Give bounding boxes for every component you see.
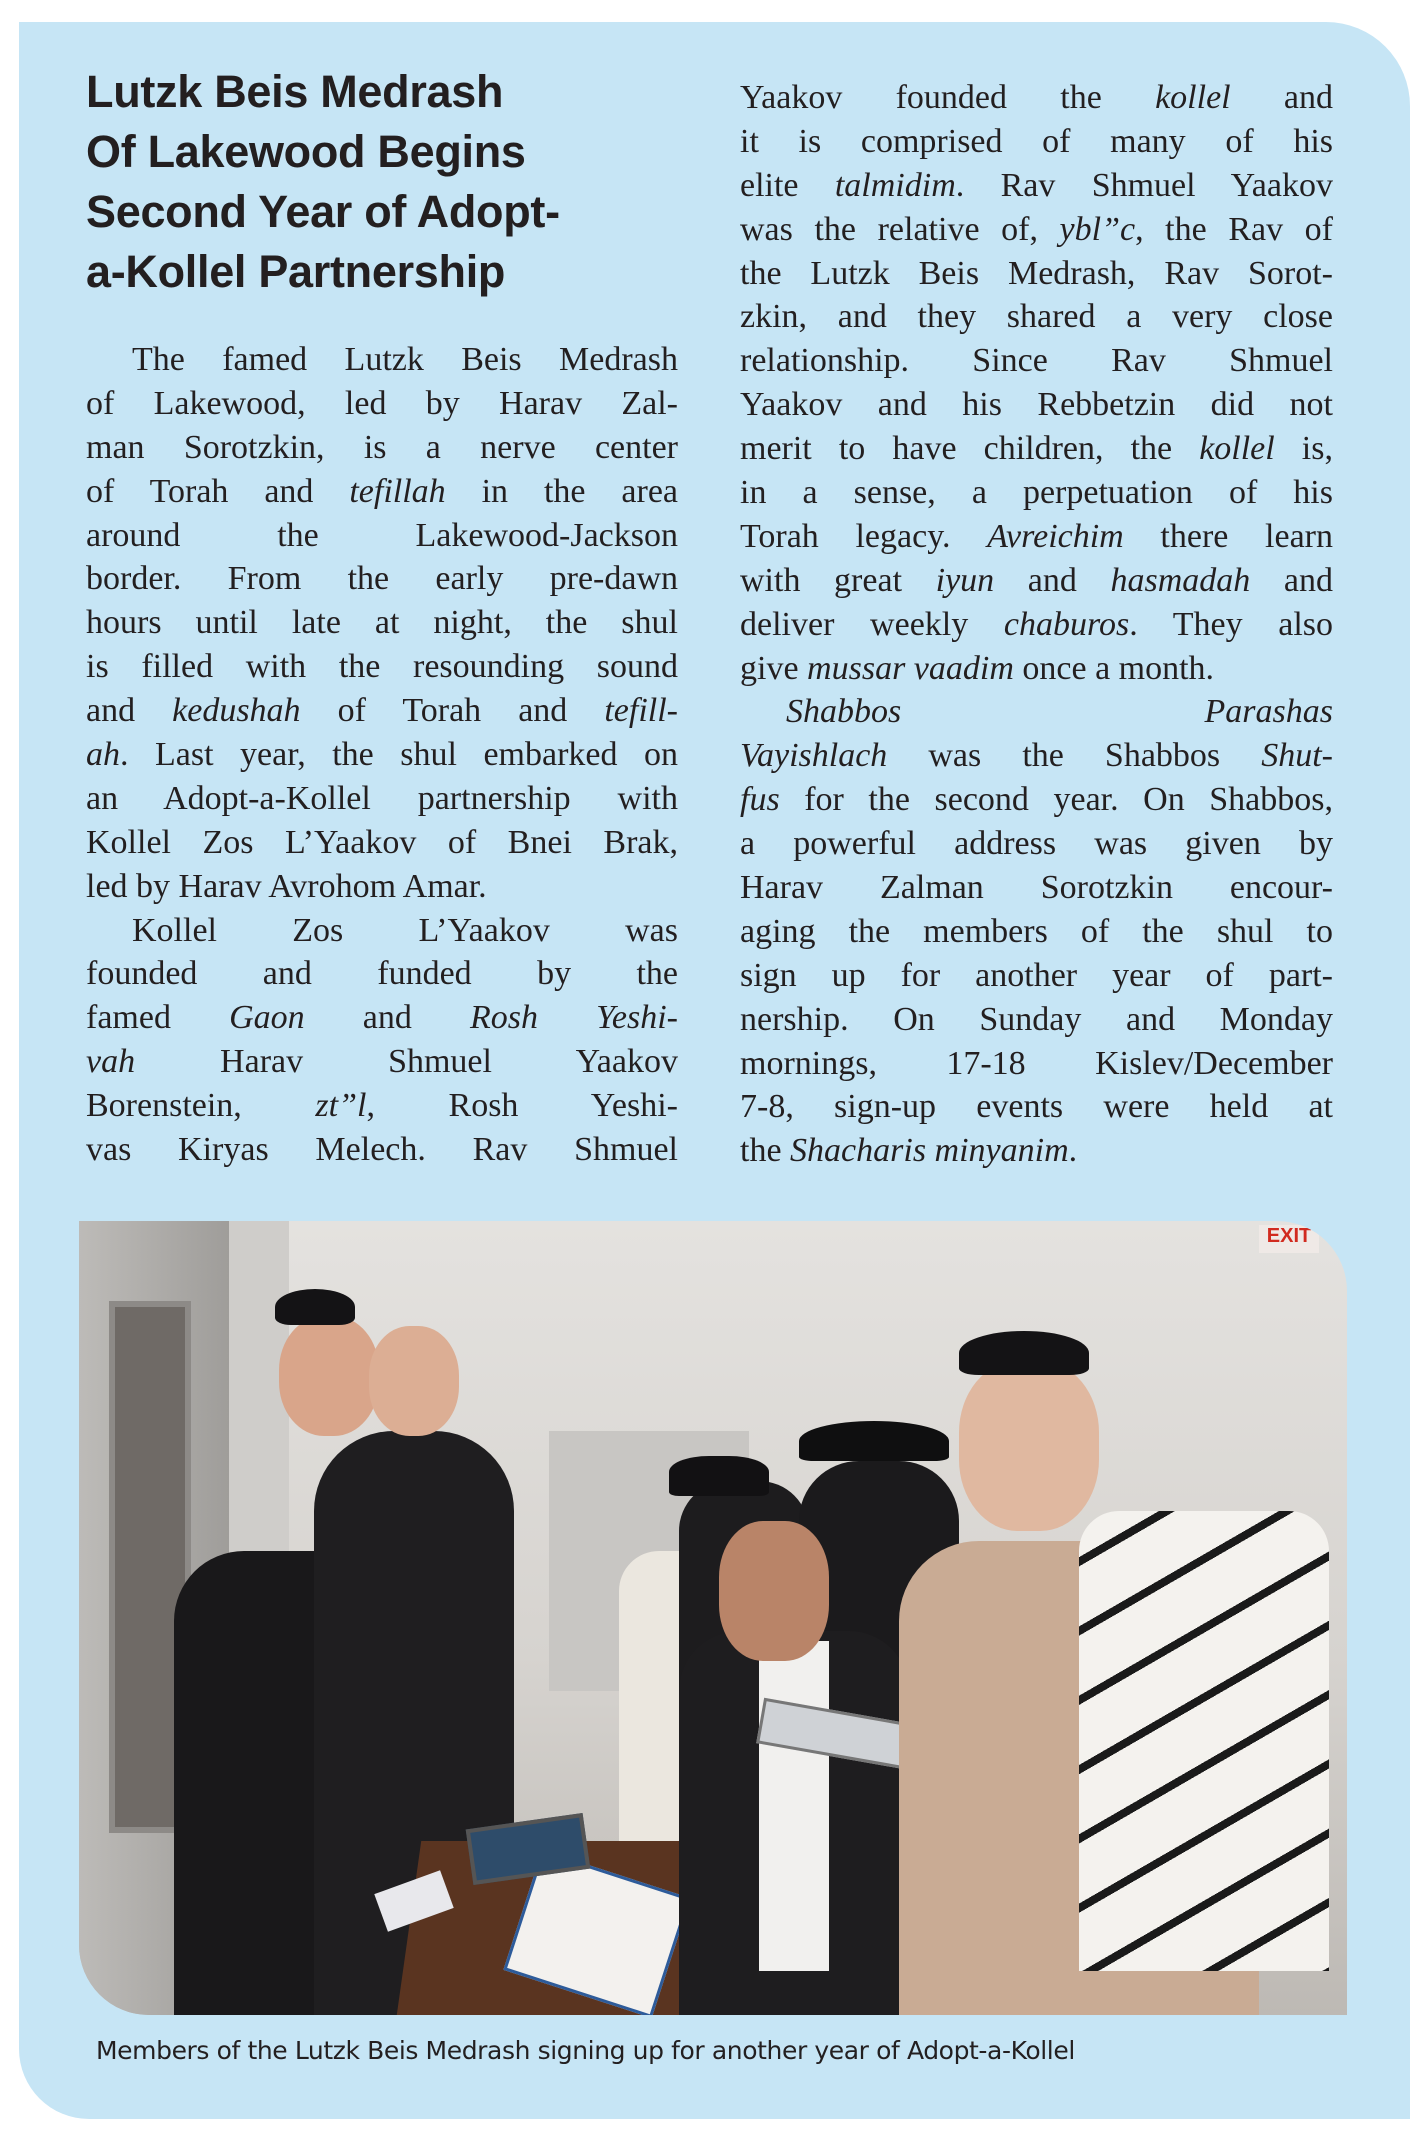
body-line: an Adopt-a-Kollel partnership with (86, 779, 678, 817)
headline-line: a-Kollel Partnership (86, 246, 506, 297)
italic-term: kollel (1155, 79, 1231, 116)
person-bearded-face (719, 1521, 829, 1661)
body-line: vah Harav Shmuel Yaakov (86, 1043, 678, 1081)
italic-term: mussar vaadim (807, 649, 1014, 687)
kippah (959, 1331, 1089, 1375)
body-line: led by Harav Avrohom Amar. (86, 867, 487, 905)
headline (86, 62, 686, 302)
body-column-right (740, 76, 1333, 1173)
italic-term: ybl”c (1059, 210, 1136, 248)
body-column-left (86, 338, 678, 1172)
italic-term: Shut- (1261, 737, 1333, 775)
hat (799, 1421, 949, 1461)
article-photo (79, 1221, 1347, 2015)
italic-term: ah (86, 736, 120, 774)
body-line: elite talmidim. Rav Shmuel Yaakov (740, 166, 1333, 204)
body-line: Harav Zalman Sorotzkin encour- (740, 869, 1333, 907)
italic-term: kollel (1199, 430, 1275, 468)
body-line: hours until late at night, the shul (86, 604, 678, 642)
body-line: sign up for another year of part- (740, 956, 1333, 994)
italic-term: chaburos (1003, 605, 1130, 643)
body-line: the Lutzk Beis Medrash, Rav Sorot- (740, 254, 1333, 292)
person-right-face (959, 1361, 1099, 1531)
kippah (275, 1289, 355, 1325)
tallis (1079, 1511, 1329, 1971)
italic-term: Avreichim (987, 517, 1124, 555)
body-line: famed Gaon and Rosh Yeshi- (86, 999, 678, 1037)
italic-term: Shabbos Parashas (786, 693, 1333, 731)
body-line: merit to have children, the kollel is, (740, 430, 1333, 468)
body-line: the Shacharis minyanim. (740, 1132, 1078, 1170)
body-line: Vayishlach was the Shabbos Shut- (740, 737, 1333, 775)
body-line: Kollel Zos L’Yaakov was (132, 911, 678, 949)
body-line: zkin, and they shared a very close (740, 298, 1333, 336)
body-line: a powerful address was given by (740, 825, 1333, 863)
body-line: nership. On Sunday and Monday (740, 1000, 1333, 1038)
body-line: Kollel Zos L’Yaakov of Bnei Brak, (86, 823, 678, 861)
body-line: relationship. Since Rav Shmuel (740, 342, 1333, 380)
body-line: fus for the second year. On Shabbos, (740, 781, 1333, 819)
person-middle-face (369, 1326, 459, 1436)
italic-term: tefillah (349, 472, 446, 510)
body-line: founded and funded by the (86, 955, 678, 993)
photo-caption: Members of the Lutzk Beis Medrash signing up for another year of Adopt-a-Kollel (96, 2036, 1075, 2065)
italic-term: vah (86, 1043, 136, 1081)
headline-line: Second Year of Adopt- (86, 186, 560, 237)
body-line: give mussar vaadim once a month. (740, 649, 1215, 687)
body-line: Borenstein, zt”l, Rosh Yeshi- (86, 1087, 678, 1125)
hat (669, 1456, 769, 1496)
italic-term: zt”l (315, 1087, 367, 1125)
italic-term: Vayishlach (740, 737, 888, 775)
body-line: in a sense, a perpetuation of his (740, 474, 1333, 512)
headline-line: Lutzk Beis Medrash (86, 66, 504, 117)
italic-term: kedushah (172, 692, 301, 730)
italic-term: Rosh Yeshi- (469, 999, 678, 1037)
body-line: mornings, 17-18 Kislev/December (740, 1044, 1333, 1082)
italic-term: fus (740, 781, 780, 819)
body-line: deliver weekly chaburos. They also (740, 605, 1334, 643)
italic-term: hasmadah (1110, 561, 1251, 599)
person-left-face (279, 1316, 379, 1436)
body-line: Yaakov and his Rebbetzin did not (740, 386, 1333, 424)
body-line: is filled with the resounding sound (86, 648, 678, 686)
body-line: was the relative of, ybl”c, the Rav of (740, 210, 1333, 248)
body-line: around the Lakewood-Jackson (86, 516, 678, 554)
body-line (740, 690, 1333, 734)
person-bearded-shirt (759, 1641, 829, 1971)
body-line: 7-8, sign-up events were held at (740, 1088, 1333, 1126)
italic-term: iyun (935, 561, 995, 599)
italic-term: talmidim (834, 166, 956, 204)
headline-line: Of Lakewood Begins (86, 126, 526, 177)
body-line: ah. Last year, the shul embarked on (86, 736, 678, 774)
body-line: man Sorotzkin, is a nerve center (86, 428, 678, 466)
body-line: of Torah and tefillah in the area (86, 472, 679, 510)
body-line: it is comprised of many of his (740, 122, 1333, 160)
body-line: and kedushah of Torah and tefill- (86, 692, 679, 730)
body-line: with great iyun and hasmadah and (740, 561, 1334, 599)
body-line: border. From the early pre-dawn (86, 560, 678, 598)
body-line: aging the members of the shul to (740, 912, 1333, 950)
body-line: vas Kiryas Melech. Rav Shmuel (86, 1131, 678, 1169)
body-line: of Lakewood, led by Harav Zal- (86, 384, 678, 422)
body-line: Yaakov founded the kollel and (740, 79, 1333, 116)
exit-sign-text: EXIT (1266, 1225, 1312, 1247)
body-line: Torah legacy. Avreichim there learn (740, 517, 1333, 555)
italic-term: tefill- (604, 692, 679, 730)
italic-term: Gaon (229, 999, 305, 1037)
exit-sign (1259, 1225, 1319, 1253)
italic-term: Shacharis minyanim (790, 1132, 1069, 1170)
body-line: The famed Lutzk Beis Medrash (132, 341, 678, 378)
